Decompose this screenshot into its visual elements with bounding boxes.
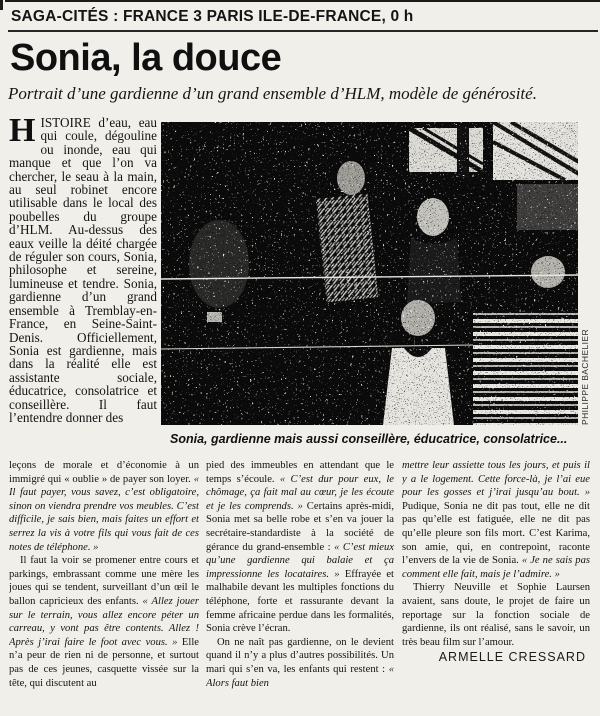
body-text: On ne naît pas gardienne, on le devient quand il n’y a plus d’autres possibilités. Un mari qui s’en va, les enfants qui restent : (206, 636, 394, 675)
body-text: Certains après-midi, Sonia met sa belle robe et s’en va jouer la secrétaire-standardiste à la société de gérance du grand-ensemble : (206, 500, 394, 553)
body-text: Effrayée et malhabile devant les multiples fonctions du téléphone, forte et rassurante devant la femme africaine perdue dans les formalités, Sonia crève l’écran. (206, 568, 394, 635)
quote-text: « Allez jouer sur le terrain, vous allez encore péter un carreau, y vont pas être contents. Allez ! Après j’irai faire le foot avec vous. » (9, 595, 199, 648)
kicker: SAGA-CITÉS : FRANCE 3 PARIS ILE-DE-FRANCE, 0 h (11, 8, 414, 25)
article-photo (161, 122, 578, 425)
body-text: Pudique, Sonia ne dit pas tout, elle ne dit pas qu’elle est fatiguée, elle ne dit pas qu’elle pleure son fils mort. C’est Karima, son amie, qui, en contrepoint, raconte l’envers de la vie de Sonia. (402, 500, 590, 567)
text-column-3-body (402, 459, 590, 649)
quote-text: mettre leur assiette tous les jours, et puis il y a le logement. Cette force-là, je l’ai eue pour les gosses et j’irai jusqu’au bout. » (402, 460, 590, 499)
intro-text: ISTOIRE d’eau, eau qui coule, dégouline ou inonde, eau qui manque et que l’on va chercher, le seau à la main, au seul robinet encore utilisable dans le local des poubelles du groupe d’HLM. Au-dessus des eaux veille la déité chargée de réguler son cours, Sonia, philosophe et sereine, lumineuse et tendre. Sonia, gardienne d’un grand ensemble à Tremblay-en-France, en Seine-Saint-Denis. Officiellement, Sonia est gardienne, mais dans la réalité elle est assistante sociale, éducatrice, consolatrice et conseillère. Il faut l’entendre donner des (9, 116, 157, 425)
quote-text: « Il faut payer, vous savez, c’est obligatoire, sinon on viendra prendre vos meubles. C’est difficile, je sais bien, mais faites un effort et serrez la vis à votre fils qui vous fait de ces notes de téléphone. » (9, 473, 199, 553)
text-column-2 (206, 459, 394, 716)
dropcap-letter: H (9, 116, 36, 149)
paragraph (206, 636, 394, 690)
scan-edge-line (5, 0, 600, 2)
body-text: Elle n’a peur de rien ni de personne, et surtout pas de ces jeunes, casquette vissée sur la tête, qui discutent au (9, 636, 199, 689)
halftone-photo-graphic (161, 122, 578, 425)
quote-text: « C’est mieux qu’une gardienne qui balaie et ça impressionne les locataires. » (206, 541, 394, 580)
quote-text: « C’est dur pour eux, le chômage, ça fait mal au cœur, je les écoute et je les comprends. » (206, 473, 394, 512)
quote-text: « Alors faut bien (206, 663, 394, 689)
byline: ARMELLE CRESSARD (438, 650, 586, 665)
text-column-1 (9, 459, 199, 716)
photo-caption: Sonia, gardienne mais aussi conseillère, éducatrice, consolatrice... (170, 432, 568, 446)
body-text: leçons de morale et d’économie à un immigré qui « oublie » de payer son loyer. (9, 460, 199, 485)
paragraph (402, 581, 590, 649)
photo-credit: PHILIPPE BACHELIER (580, 328, 590, 425)
page-title: Sonia, la douce (10, 37, 282, 79)
quote-text: « Je ne sais pas comment elle fait, mais je l’admire. » (402, 555, 590, 580)
paragraph (206, 459, 394, 636)
scan-edge-corner (0, 0, 3, 10)
intro-column (9, 116, 157, 462)
kicker-rule (8, 30, 598, 32)
body-text: pied des immeubles en attendant que le temps s’écoule. (206, 460, 394, 485)
body-text: Thierry Neuville et Sophie Laursen avaient, sans doute, le projet de faire un reportage sur la fonction sociale de gardienne, ils ont réalisé, sans le savoir, un très beau film sur l’amour. (402, 582, 590, 648)
paragraph (9, 459, 199, 554)
subheadline: Portrait d’une gardienne d’un grand ensemble d’HLM, modèle de générosité. (8, 84, 537, 103)
paragraph (402, 459, 590, 581)
paragraph (9, 554, 199, 690)
text-column-3 (402, 459, 590, 716)
body-text: Il faut la voir se promener entre cours et parkings, embrassant comme une mère les joues qui se tendent, surveillant d’un œil le ballon capricieux des enfants. (9, 555, 199, 607)
